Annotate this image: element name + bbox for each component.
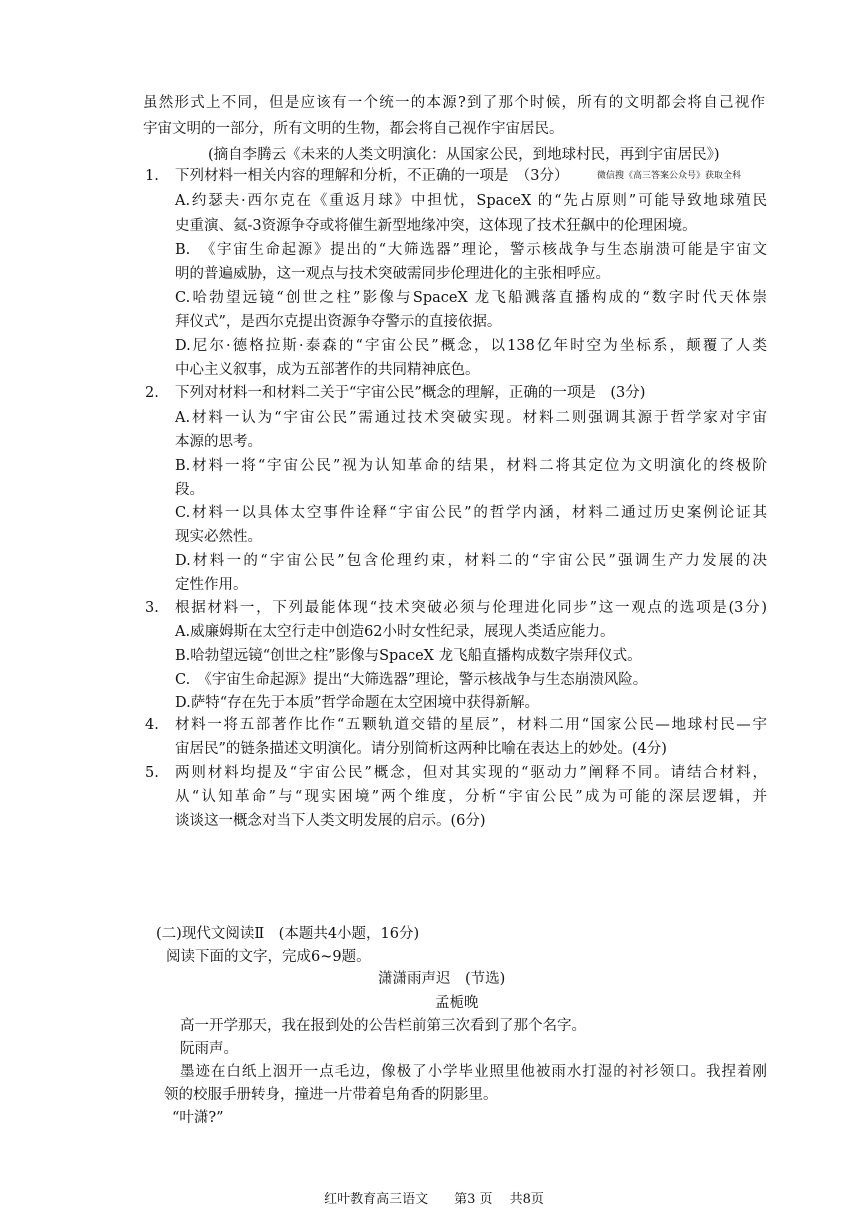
passage-para-3-line2: 领的校服手册转身，撞进一片带着皂角香的阴影里。 <box>164 1087 498 1103</box>
q1-option-b-line2: 明的普遍威胁，这一观点与技术突破需同步伦理进化的主张相呼应。 <box>175 266 610 282</box>
q4-line-1: 材料一将五部著作比作“五颗轨道交错的星辰”，材料二用“国家公民—地球村民—宇 <box>175 717 767 733</box>
q2-option-a-line1: A.材料一认为“宇宙公民”需通过技术突破实现。材料二则强调其源于哲学家对宇宙 <box>175 410 767 426</box>
q5-number: 5. <box>145 765 159 781</box>
section2-instruction: 阅读下面的文字，完成6~9题。 <box>166 949 371 965</box>
intro-line-2: 宇宙文明的一部分，所有文明的生物，都会将自己视作宇宙居民。 <box>143 121 564 137</box>
q1-option-b-line1: B. 《宇宙生命起源》提出的“大筛选器”理论，警示核战争与生态崩溃可能是宇宙文 <box>175 242 767 258</box>
passage-para-2: 阮雨声。 <box>180 1041 238 1057</box>
intro-line-1: 虽然形式上不同，但是应该有一个统一的本源?到了那个时候，所有的文明都会将自己视作 <box>143 95 765 111</box>
q1-option-d-line2: 中心主义叙事，成为五部著作的共同精神底色。 <box>175 362 480 378</box>
passage-para-1: 高一开学那天，我在报到处的公告栏前第三次看到了那个名字。 <box>180 1018 586 1034</box>
q1-watermark: 微信搜《高三答案公众号》获取全科 <box>597 171 742 181</box>
q3-stem: 根据材料一，下列最能体现“技术突破必须与伦理进化同步”这一观点的选项是(3分) <box>175 600 767 616</box>
q2-stem: 下列对材料一和材料二关于“宇宙公民”概念的理解，正确的一项是 (3分) <box>175 385 646 401</box>
q3-option-d: D.萨特“存在先于本质”哲学命题在太空困境中获得新解。 <box>175 695 540 711</box>
q5-line-3: 谈谈这一概念对当下人类文明发展的启示。(6分) <box>175 813 486 829</box>
q5-line-2: 从“认知革命”与“现实困境”两个维度，分析“宇宙公民”成为可能的深层逻辑，并 <box>175 789 767 805</box>
section2-heading: (二)现代文阅读Ⅱ (本题共4小题，16分) <box>156 926 420 942</box>
source-citation: (摘自李腾云《未来的人类文明演化：从国家公民，到地球村民，再到宇宙居民》) <box>208 147 720 163</box>
q1-option-c-line1: C.哈勃望远镜“创世之柱”影像与SpaceX 龙飞船溅落直播构成的“数字时代天体崇 <box>175 290 767 306</box>
q2-option-d-line2: 定性作用。 <box>175 577 248 593</box>
q5-line-1: 两则材料均提及“宇宙公民”概念，但对其实现的“驱动力”阐释不同。请结合材料， <box>175 765 767 781</box>
passage-title: 潇潇雨声迟 (节选) <box>378 971 506 987</box>
q2-option-b-line2: 段。 <box>175 482 204 498</box>
q4-line-2: 宙居民”的链条描述文明演化。请分别简析这两种比喻在表达上的妙处。(4分) <box>175 741 667 757</box>
q1-option-a-line1: A.约瑟夫·西尔克在《重返月球》中担忧，SpaceX 的“先占原则”可能导致地球殖民 <box>175 193 767 209</box>
q3-option-b: B.哈勃望远镜“创世之柱”影像与SpaceX 龙飞船直播构成数字崇拜仪式。 <box>175 648 642 664</box>
q1-option-a-line2: 史重演、氦-3资源争夺或将催生新型地缘冲突，这体现了技术狂飙中的伦理困境。 <box>175 218 697 234</box>
q2-option-c-line2: 现实必然性。 <box>175 529 262 545</box>
q3-option-c: C. 《宇宙生命起源》提出“大筛选器”理论，警示核战争与生态崩溃风险。 <box>175 672 648 688</box>
q1-stem: 下列材料一相关内容的理解和分析，不正确的一项是 （3分） <box>175 168 569 184</box>
passage-para-4: “叶潇?” <box>172 1110 224 1126</box>
q4-number: 4. <box>145 717 159 733</box>
passage-para-3-line1: 墨迹在白纸上洇开一点毛边，像极了小学毕业照里他被雨水打湿的衬衫领口。我捏着刚 <box>180 1064 767 1080</box>
q2-number: 2. <box>145 385 159 401</box>
q1-option-d-line1: D.尼尔·德格拉斯·泰森的“宇宙公民”概念，以138亿年时空为坐标系，颠覆了人类 <box>175 338 767 354</box>
q2-option-b-line1: B.材料一将“宇宙公民”视为认知革命的结果，材料二将其定位为文明演化的终极阶 <box>175 458 767 474</box>
passage-author: 孟栀晚 <box>435 995 479 1011</box>
page-footer: 红叶教育高三语文 第3 页 共8页 <box>324 1192 544 1207</box>
q2-option-c-line1: C.材料一以具体太空事件诠释“宇宙公民”的哲学内涵，材料二通过历史案例论证其 <box>175 505 767 521</box>
q1-option-c-line2: 拜仪式”，是西尔克提出资源争夺警示的直接依据。 <box>175 314 502 330</box>
q3-number: 3. <box>145 600 159 616</box>
q3-option-a: A.威廉姆斯在太空行走中创造62小时女性纪录，展现人类适应能力。 <box>175 624 615 640</box>
q1-number: 1. <box>145 168 159 184</box>
q2-option-d-line1: D.材料一的“宇宙公民”包含伦理约束，材料二的“宇宙公民”强调生产力发展的决 <box>175 553 767 569</box>
q2-option-a-line2: 本源的思考。 <box>175 434 262 450</box>
